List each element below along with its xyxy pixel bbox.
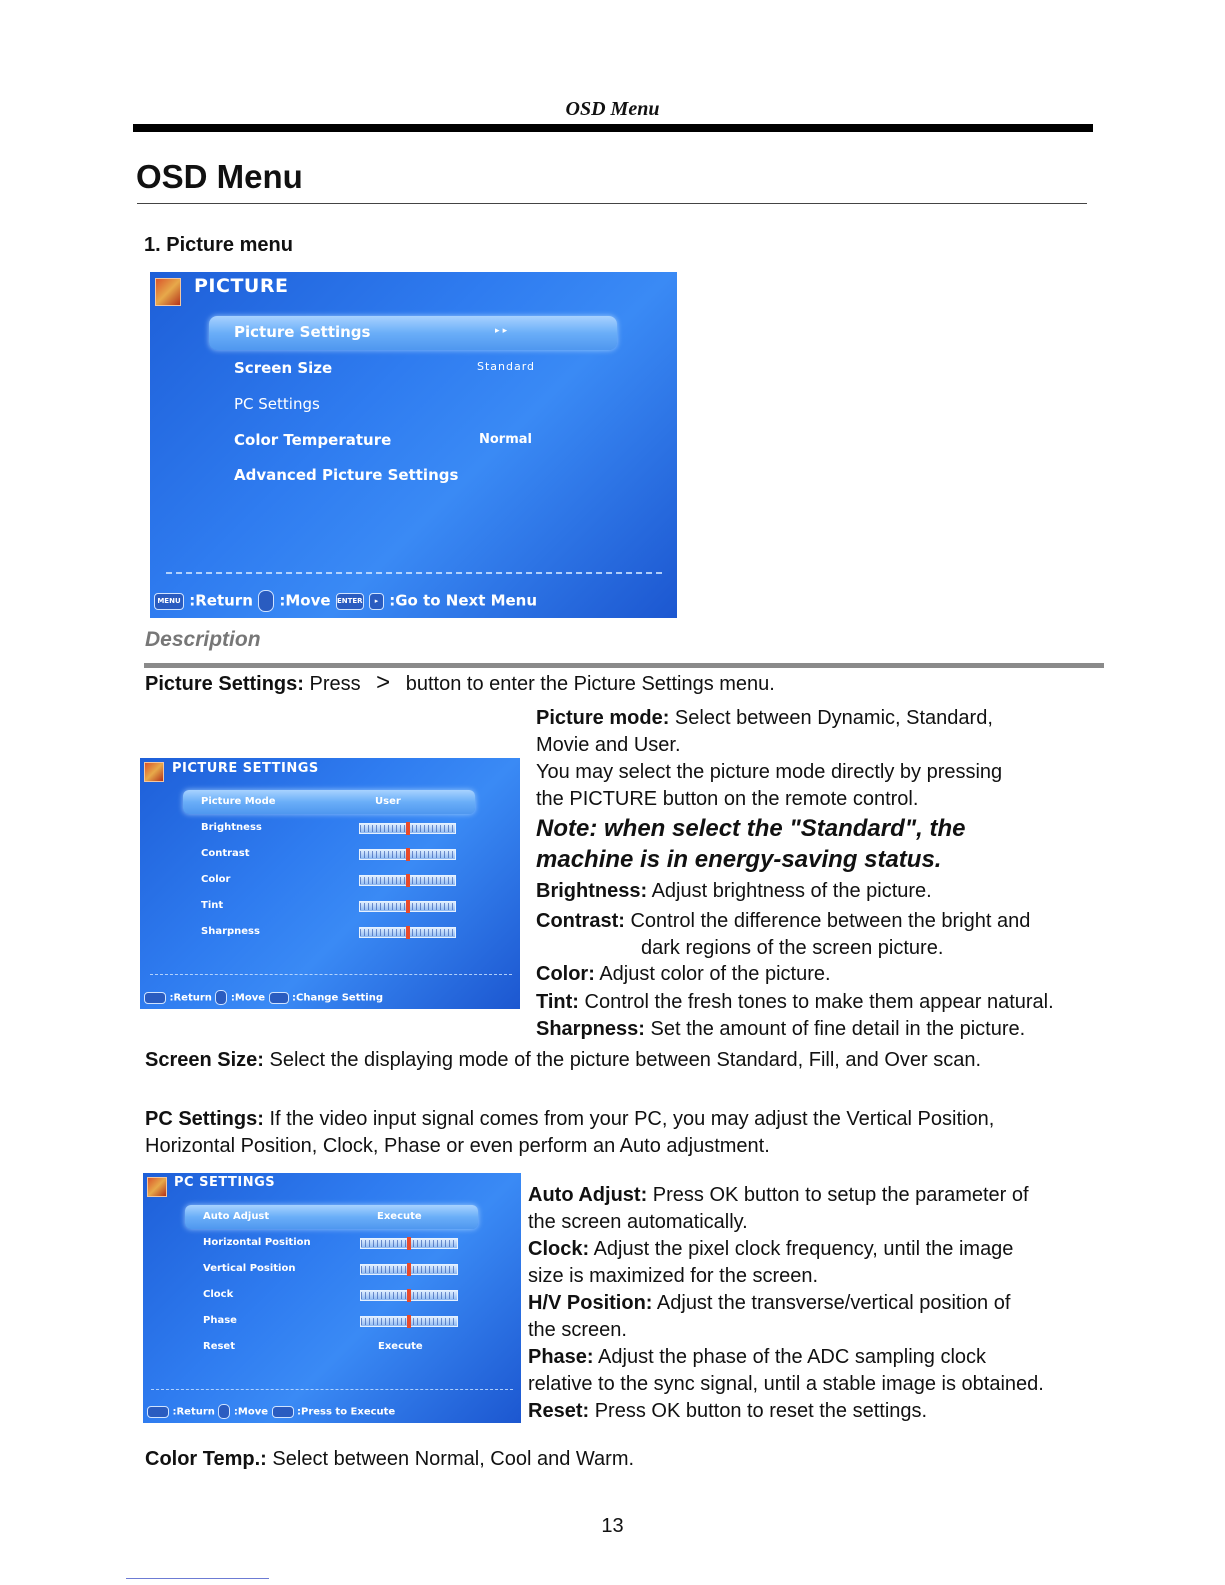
footer-return: :Return: [172, 1406, 215, 1418]
section-title: 1. Picture menu: [144, 234, 293, 256]
slider-thumb: [406, 822, 410, 835]
auto-adjust-desc-text2: the screen automatically.: [528, 1211, 748, 1233]
color-temp-desc: [145, 1446, 634, 1473]
screen-size-desc: [145, 1047, 981, 1074]
contrast-label: Contrast: [201, 848, 250, 859]
vertical-position-slider: [360, 1264, 458, 1275]
picture-mode-label-text: Picture mode:: [536, 707, 670, 729]
menu-logo-icon: [147, 1177, 167, 1197]
phase-slider: [360, 1316, 458, 1327]
osd-footer-divider: [150, 974, 512, 975]
menu-item-screen-size: Screen Size: [234, 359, 333, 377]
right-arrow-icon: >: [376, 669, 391, 696]
sharpness-label: Sharpness: [201, 926, 260, 937]
picture-mode-line2: Movie and User.: [536, 734, 681, 756]
picture-settings-line: [145, 669, 775, 698]
osd-title: PICTURE SETTINGS: [172, 761, 319, 776]
color-label: Color: [201, 874, 231, 885]
menu-key-icon: [147, 1406, 169, 1418]
contrast-desc-text2: dark regions of the screen picture.: [641, 937, 944, 959]
menu-key-icon: MENU: [154, 593, 184, 610]
picture-mode-value: User: [375, 796, 401, 807]
tint-desc-label: Tint:: [536, 991, 579, 1013]
color-desc-label: Color:: [536, 963, 595, 985]
sharpness-slider: [359, 927, 456, 938]
right-arrow-key-icon: ▸: [369, 593, 384, 610]
menu-item-picture-settings: Picture Settings: [234, 323, 371, 341]
hv-position-desc-label: H/V Position:: [528, 1292, 653, 1314]
picture-mode-line3: You may select the picture mode directly by pressing: [536, 761, 1003, 783]
description-label: Description: [145, 628, 261, 651]
slider-thumb: [407, 1315, 411, 1328]
sharpness-desc: [536, 1016, 1025, 1043]
color-desc-text: Adjust color of the picture.: [599, 963, 831, 985]
menu-item-advanced-picture-settings: Advanced Picture Settings: [234, 466, 459, 484]
footer-return: :Return: [169, 992, 212, 1004]
screen-size-desc-text: Select the displaying mode of the picture between Standard, Fill, and Over scan.: [269, 1049, 982, 1071]
header-rule: [133, 124, 1093, 132]
phase-label: Phase: [203, 1315, 237, 1326]
brightness-slider: [359, 823, 456, 834]
contrast-desc: [536, 908, 1030, 962]
clock-desc-label: Clock:: [528, 1238, 590, 1260]
footnote-line: [126, 1578, 269, 1579]
auto-adjust-value: Execute: [377, 1211, 422, 1222]
move-key-icon: [215, 990, 227, 1005]
slider-thumb: [407, 1237, 411, 1250]
menu-item-pc-settings: PC Settings: [234, 395, 320, 413]
picture-settings-screenshot: [140, 758, 520, 1009]
brightness-desc-text: Adjust brightness of the picture.: [651, 880, 932, 902]
sharpness-desc-text: Set the amount of fine detail in the picture.: [650, 1018, 1026, 1040]
contrast-desc-label: Contrast:: [536, 910, 625, 932]
sharpness-desc-label: Sharpness:: [536, 1018, 645, 1040]
auto-adjust-desc-text: Press OK button to setup the parameter of: [652, 1184, 1029, 1206]
footer-change: :Change Setting: [291, 992, 383, 1004]
enter-key-icon: ENTER: [336, 593, 364, 610]
osd-footer: [144, 990, 383, 1005]
slider-thumb: [406, 926, 410, 939]
menu-item-arrows: ▸ ▸: [495, 326, 508, 336]
hv-position-desc-text2: the screen.: [528, 1319, 627, 1341]
pc-settings-desc-text: If the video input signal comes from your PC, you may adjust the Vertical Position,: [269, 1108, 995, 1130]
pc-details-desc: [528, 1182, 1044, 1425]
menu-item-color-temperature-value: Normal: [479, 432, 532, 447]
brightness-desc: [536, 878, 932, 905]
clock-slider: [360, 1290, 458, 1301]
osd-footer-divider: [151, 1389, 513, 1390]
phase-desc-text2: relative to the sync signal, until a stable image is obtained.: [528, 1373, 1044, 1395]
horizontal-position-label: Horizontal Position: [203, 1237, 311, 1248]
menu-logo-icon: [144, 762, 164, 782]
tint-desc-text: Control the fresh tones to make them appear natural.: [584, 991, 1054, 1013]
tint-label: Tint: [201, 900, 224, 911]
picture-settings-post: button to enter the Picture Settings menu.: [405, 673, 775, 695]
slider-thumb: [406, 874, 410, 887]
footer-move: :Move: [233, 1406, 269, 1418]
slider-thumb: [407, 1263, 411, 1276]
color-desc: [536, 961, 831, 988]
page-title: OSD Menu: [136, 158, 303, 195]
tint-slider: [359, 901, 456, 912]
osd-title: PC SETTINGS: [174, 1175, 276, 1190]
footer-execute: :Press to Execute: [296, 1406, 396, 1418]
tint-desc: [536, 989, 1054, 1016]
reset-desc-text: Press OK button to reset the settings.: [594, 1400, 928, 1422]
vertical-position-label: Vertical Position: [203, 1263, 296, 1274]
horizontal-position-slider: [360, 1238, 458, 1249]
osd-footer: [154, 590, 537, 612]
menu-item-screen-size-value: Standard: [477, 360, 536, 373]
move-key-icon: [258, 590, 274, 612]
osd-footer: [147, 1404, 395, 1419]
title-rule: [137, 203, 1087, 204]
auto-adjust-desc-label: Auto Adjust:: [528, 1184, 648, 1206]
color-temp-desc-text: Select between Normal, Cool and Warm.: [272, 1448, 635, 1470]
reset-desc-label: Reset:: [528, 1400, 590, 1422]
move-key-icon: [218, 1404, 230, 1419]
description-rule: [144, 663, 1104, 668]
brightness-label: Brightness: [201, 822, 262, 833]
auto-adjust-label: Auto Adjust: [203, 1211, 270, 1222]
pc-settings-screenshot: [143, 1173, 521, 1423]
slider-thumb: [406, 848, 410, 861]
picture-settings-pre: Press: [309, 673, 361, 695]
pc-settings-desc: [145, 1106, 994, 1160]
osd-title: PICTURE: [194, 275, 289, 297]
pc-settings-desc-text2: Horizontal Position, Clock, Phase or even perform an Auto adjustment.: [145, 1135, 770, 1157]
running-head: OSD Menu: [565, 98, 660, 120]
contrast-desc-text: Control the difference between the bright and: [630, 910, 1031, 932]
color-temp-desc-label: Color Temp.:: [145, 1448, 267, 1470]
page-number: 13: [601, 1515, 624, 1537]
slider-thumb: [406, 900, 410, 913]
clock-desc-text2: size is maximized for the screen.: [528, 1265, 819, 1287]
reset-label: Reset: [203, 1341, 235, 1352]
hv-position-desc-text: Adjust the transverse/vertical position of: [656, 1292, 1011, 1314]
picture-mode-label: Picture Mode: [201, 796, 276, 807]
phase-desc-label: Phase:: [528, 1346, 594, 1368]
menu-item-color-temperature: Color Temperature: [234, 431, 392, 449]
menu-key-icon: [144, 992, 166, 1004]
energy-saving-note: [536, 813, 966, 875]
brightness-desc-label: Brightness:: [536, 880, 648, 902]
clock-desc-text: Adjust the pixel clock frequency, until the image: [593, 1238, 1014, 1260]
clock-label: Clock: [203, 1289, 234, 1300]
reset-value: Execute: [378, 1341, 423, 1352]
menu-logo-icon: [155, 278, 181, 306]
picture-mode-line1: Select between Dynamic, Standard,: [674, 707, 993, 729]
footer-move: :Move: [279, 591, 331, 610]
picture-menu-screenshot: [150, 272, 677, 618]
picture-settings-label: Picture Settings:: [145, 673, 304, 695]
left-right-key-icon: [269, 992, 289, 1004]
contrast-slider: [359, 849, 456, 860]
picture-mode-desc: [536, 705, 1116, 813]
enter-key-icon: [272, 1406, 294, 1418]
phase-desc-text: Adjust the phase of the ADC sampling clock: [598, 1346, 987, 1368]
note-line1: Note: when select the "Standard", the: [536, 815, 966, 842]
note-line2: machine is in energy-saving status.: [536, 846, 942, 873]
footer-next: :Go to Next Menu: [389, 591, 538, 610]
osd-footer-divider: [166, 572, 662, 574]
footer-move: :Move: [230, 992, 266, 1004]
footer-return: :Return: [189, 591, 253, 610]
color-slider: [359, 875, 456, 886]
slider-thumb: [407, 1289, 411, 1302]
pc-settings-desc-label: PC Settings:: [145, 1108, 264, 1130]
picture-mode-line4: the PICTURE button on the remote control.: [536, 788, 919, 810]
screen-size-desc-label: Screen Size:: [145, 1049, 264, 1071]
